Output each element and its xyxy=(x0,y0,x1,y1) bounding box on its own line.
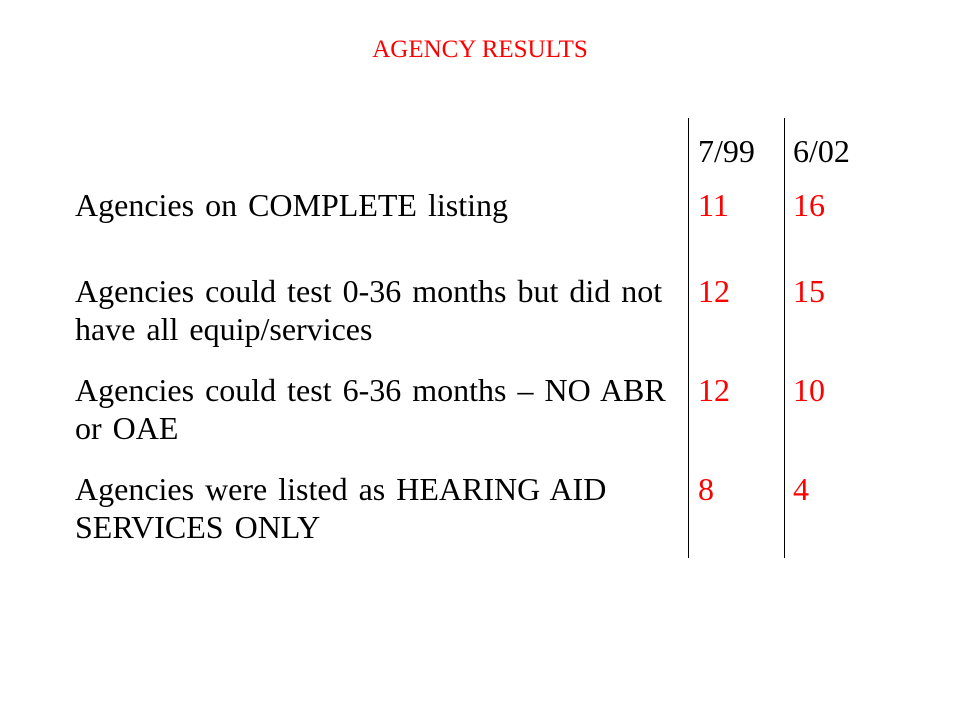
column-divider xyxy=(688,118,689,558)
row-label-test-0-36-months: Agencies could test 0-36 months but did not have all equip/services xyxy=(75,273,663,347)
value-test-6-36-months-6-02: 10 xyxy=(793,372,825,408)
value-test-0-36-months-7-99: 12 xyxy=(698,273,730,309)
row-label-complete-listing: Agencies on COMPLETE listing xyxy=(75,187,508,223)
row-label-hearing-aid-only: Agencies were listed as HEARING AID SERVICES ONLY xyxy=(75,471,607,545)
column-divider xyxy=(784,118,785,558)
value-test-0-36-months-6-02: 15 xyxy=(793,273,825,309)
column-header-7-99: 7/99 xyxy=(698,133,755,169)
slide-title: AGENCY RESULTS xyxy=(372,36,588,63)
value-complete-listing-6-02: 16 xyxy=(793,187,825,223)
value-complete-listing-7-99: 11 xyxy=(698,187,729,223)
value-test-6-36-months-7-99: 12 xyxy=(698,372,730,408)
row-label-test-6-36-months: Agencies could test 6-36 months – NO ABR or OAE xyxy=(75,372,666,446)
value-hearing-aid-only-7-99: 8 xyxy=(698,471,714,507)
value-hearing-aid-only-6-02: 4 xyxy=(793,471,809,507)
column-header-6-02: 6/02 xyxy=(793,133,850,169)
